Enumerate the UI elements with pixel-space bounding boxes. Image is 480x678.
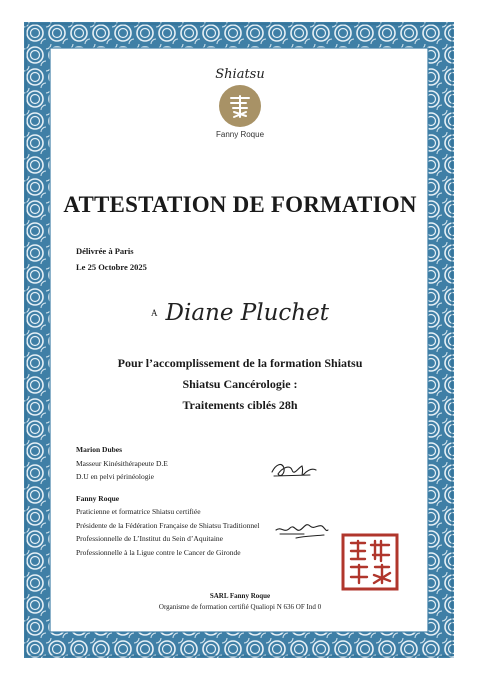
- signer-name: Fanny Roque: [76, 493, 120, 503]
- signers-block: [76, 443, 260, 559]
- logo-emblem-icon: [219, 85, 261, 127]
- issue-place: Délivrée à Paris: [76, 246, 134, 256]
- issue-info: [76, 243, 147, 275]
- training-line-3: Traitements ciblés 28h: [182, 398, 298, 412]
- signer-credential: Praticienne et formatrice Shiatsu certifiée: [76, 507, 201, 516]
- footer: [0, 591, 480, 613]
- signer-credential: Masseur Kinésithérapeute D.E: [76, 458, 168, 468]
- recipient-name: Diane Pluchet: [165, 300, 329, 326]
- signature-fanny-roque: [274, 518, 330, 542]
- certificate-title: ATTESTATION DE FORMATION: [63, 192, 417, 217]
- signer-credential: Professionnelle à la Ligue contre le Cancer de Gironde: [76, 547, 241, 557]
- recipient: [0, 300, 480, 326]
- recipient-prefix: A: [151, 308, 158, 318]
- issue-date: Le 25 Octobre 2025: [76, 262, 147, 272]
- signer-name: Marion Dubes: [76, 445, 123, 454]
- training-line-1: Pour l’accomplissement de la formation Shiatsu: [117, 356, 363, 370]
- footer-company: SARL Fanny Roque: [209, 592, 271, 600]
- logo-script-text: Shiatsu: [215, 67, 265, 82]
- shiatsu-logo: [200, 68, 280, 139]
- signer-credential: Professionnelle de L’Institut du Sein d’Aquitaine: [76, 534, 223, 543]
- signature-marion-dubes: [270, 458, 320, 482]
- footer-certification: Organisme de formation certifié Qualiopi N 636 OF Ind 0: [158, 603, 322, 611]
- signer-credential: Présidente de la Fédération Française de Shiatsu Traditionnel: [76, 520, 260, 530]
- training-line-2: Shiatsu Cancérologie :: [182, 377, 298, 391]
- red-seal-stamp: [341, 533, 399, 591]
- logo-name: Fanny Roque: [215, 130, 265, 139]
- signer-credential: D.U en pelvi périnéologie: [76, 472, 154, 481]
- training-description: [0, 353, 480, 416]
